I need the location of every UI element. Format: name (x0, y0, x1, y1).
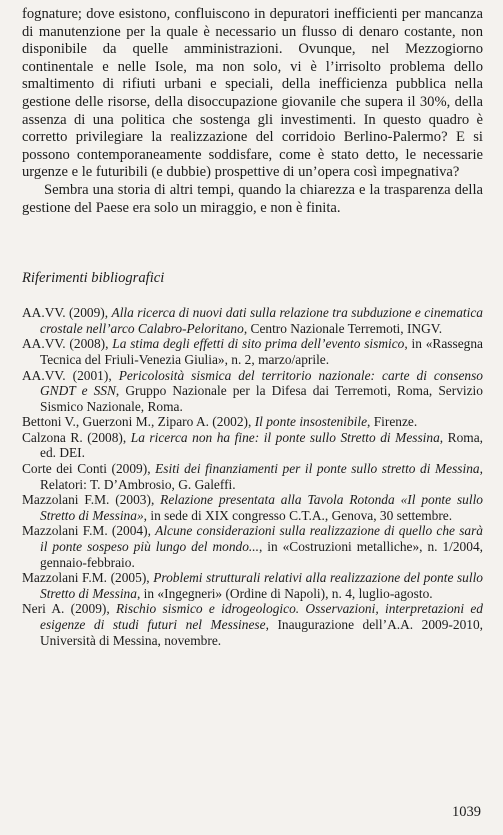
reference-details: , in sede di XIX congresso C.T.A., Genova, 30 settembre. (143, 507, 453, 523)
reference-item (22, 570, 483, 601)
reference-item (22, 305, 483, 336)
reference-details: , Firenze. (367, 414, 418, 430)
reference-authors: Mazzolani F.M. (2005), (22, 570, 154, 586)
reference-authors: AA.VV. (2001), (22, 367, 119, 383)
reference-authors: Mazzolani F.M. (2003), (22, 492, 161, 508)
reference-item (22, 368, 483, 415)
reference-authors: Mazzolani F.M. (2004), (22, 523, 156, 539)
reference-item (22, 523, 483, 570)
reference-item (22, 336, 483, 367)
reference-authors: Neri A. (2009), (22, 601, 116, 617)
reference-authors: Bettoni V., Guerzoni M., Ziparo A. (2002), (22, 414, 255, 430)
references-heading: Riferimenti bibliografici (22, 270, 165, 287)
body-paragraph: Sembra una storia di altri tempi, quando la chiarezza e la trasparenza della gestione del Paese era solo un miraggio, e non è finita. (22, 181, 483, 216)
reference-authors: AA.VV. (2008), (22, 336, 113, 352)
reference-details: , in «Rassegna Tecnica del Friuli-Venezia Giulia», n. 2, marzo/aprile. (40, 336, 483, 367)
references-list (22, 305, 483, 648)
reference-authors: Calzona R. (2008), (22, 429, 131, 445)
reference-title: Problemi strutturali relativi alla realizzazione del ponte sullo Stretto di Messina (40, 570, 484, 601)
reference-details: , Centro Nazionale Terremoti, INGV. (243, 320, 443, 336)
page-number: 1039 (452, 804, 481, 820)
reference-title: Esiti dei finanziamenti per il ponte sullo stretto di Messina (155, 461, 480, 477)
reference-details: , Relatori: T. D’Ambrosio, G. Galeffi. (40, 461, 483, 492)
reference-details: , in «Costruzioni metalliche», n. 1/2004, gennaio-febbraio. (40, 539, 483, 570)
reference-title: Rischio sismico e idrogeologico. Osservazioni, interpretazioni ed esigenze di studi futuri nel Messinese (40, 601, 484, 632)
reference-item (22, 601, 483, 648)
reference-details: , Gruppo Nazionale per la Difesa dai Terremoti, Roma, Servizio Sismico Nazionale, Roma. (40, 383, 483, 414)
reference-details: , Inaugurazione dell’A.A. 2009-2010, Università di Messina, novembre. (40, 617, 484, 648)
body-text (22, 6, 483, 217)
body-paragraph: fognature; dove esistono, confluiscono in depuratori inefficienti per mancanza di manutenzione per la quale è necessario un flusso di denaro costante, non disponibile da quelle amministrazioni. Ovunque, nel Mezzogiorno continentale e nelle Isole, ma non solo, vi è l’irrisolto problema dello smaltimento di rifiuti urbani e speciali, della inefficienza pubblica nella gestione delle risorse, della disoccupazione giovanile che supera il 30%, della assenza di una politica che sostenga gli investimenti. In questo quadro è corretto privilegiare la realizzazione del corridoio Berlino-Palermo? E si possono contemporaneamente soddisfare, come è stato detto, le necessarie urgenze e le futuribili (e dubbie) prospettive di un’opera così impegnativa? (22, 6, 483, 181)
reference-title: La stima degli effetti di sito prima dell’evento sismico (112, 336, 405, 352)
reference-details: , in «Ingegneri» (Ordine di Napoli), n. 4, luglio-agosto. (136, 585, 433, 601)
reference-title: Il ponte insostenibile (254, 414, 368, 430)
reference-title: Relazione presentata alla Tavola Rotonda «Il ponte sullo Stretto di Messina» (40, 492, 483, 523)
reference-item (22, 414, 483, 430)
reference-details: , Roma, ed. DEI. (40, 429, 483, 461)
reference-title: Alla ricerca di nuovi dati sulla relazione tra subduzione e cinematica crostale nell’arco Calabro-Peloritano (40, 305, 483, 336)
reference-title: Alcune considerazioni sulla realizzazione di quello che sarà il ponte sospeso più lungo del mondo... (40, 523, 484, 555)
reference-item (22, 461, 483, 492)
reference-item (22, 430, 483, 461)
reference-authors: Corte dei Conti (2009), (22, 461, 156, 477)
reference-item (22, 492, 483, 523)
reference-title: Pericolosità sismica del territorio nazionale: carte di consenso GNDT e SSN (40, 367, 483, 399)
reference-authors: AA.VV. (2009), (22, 305, 112, 321)
reference-title: La ricerca non ha fine: il ponte sullo Stretto di Messina (130, 429, 440, 445)
